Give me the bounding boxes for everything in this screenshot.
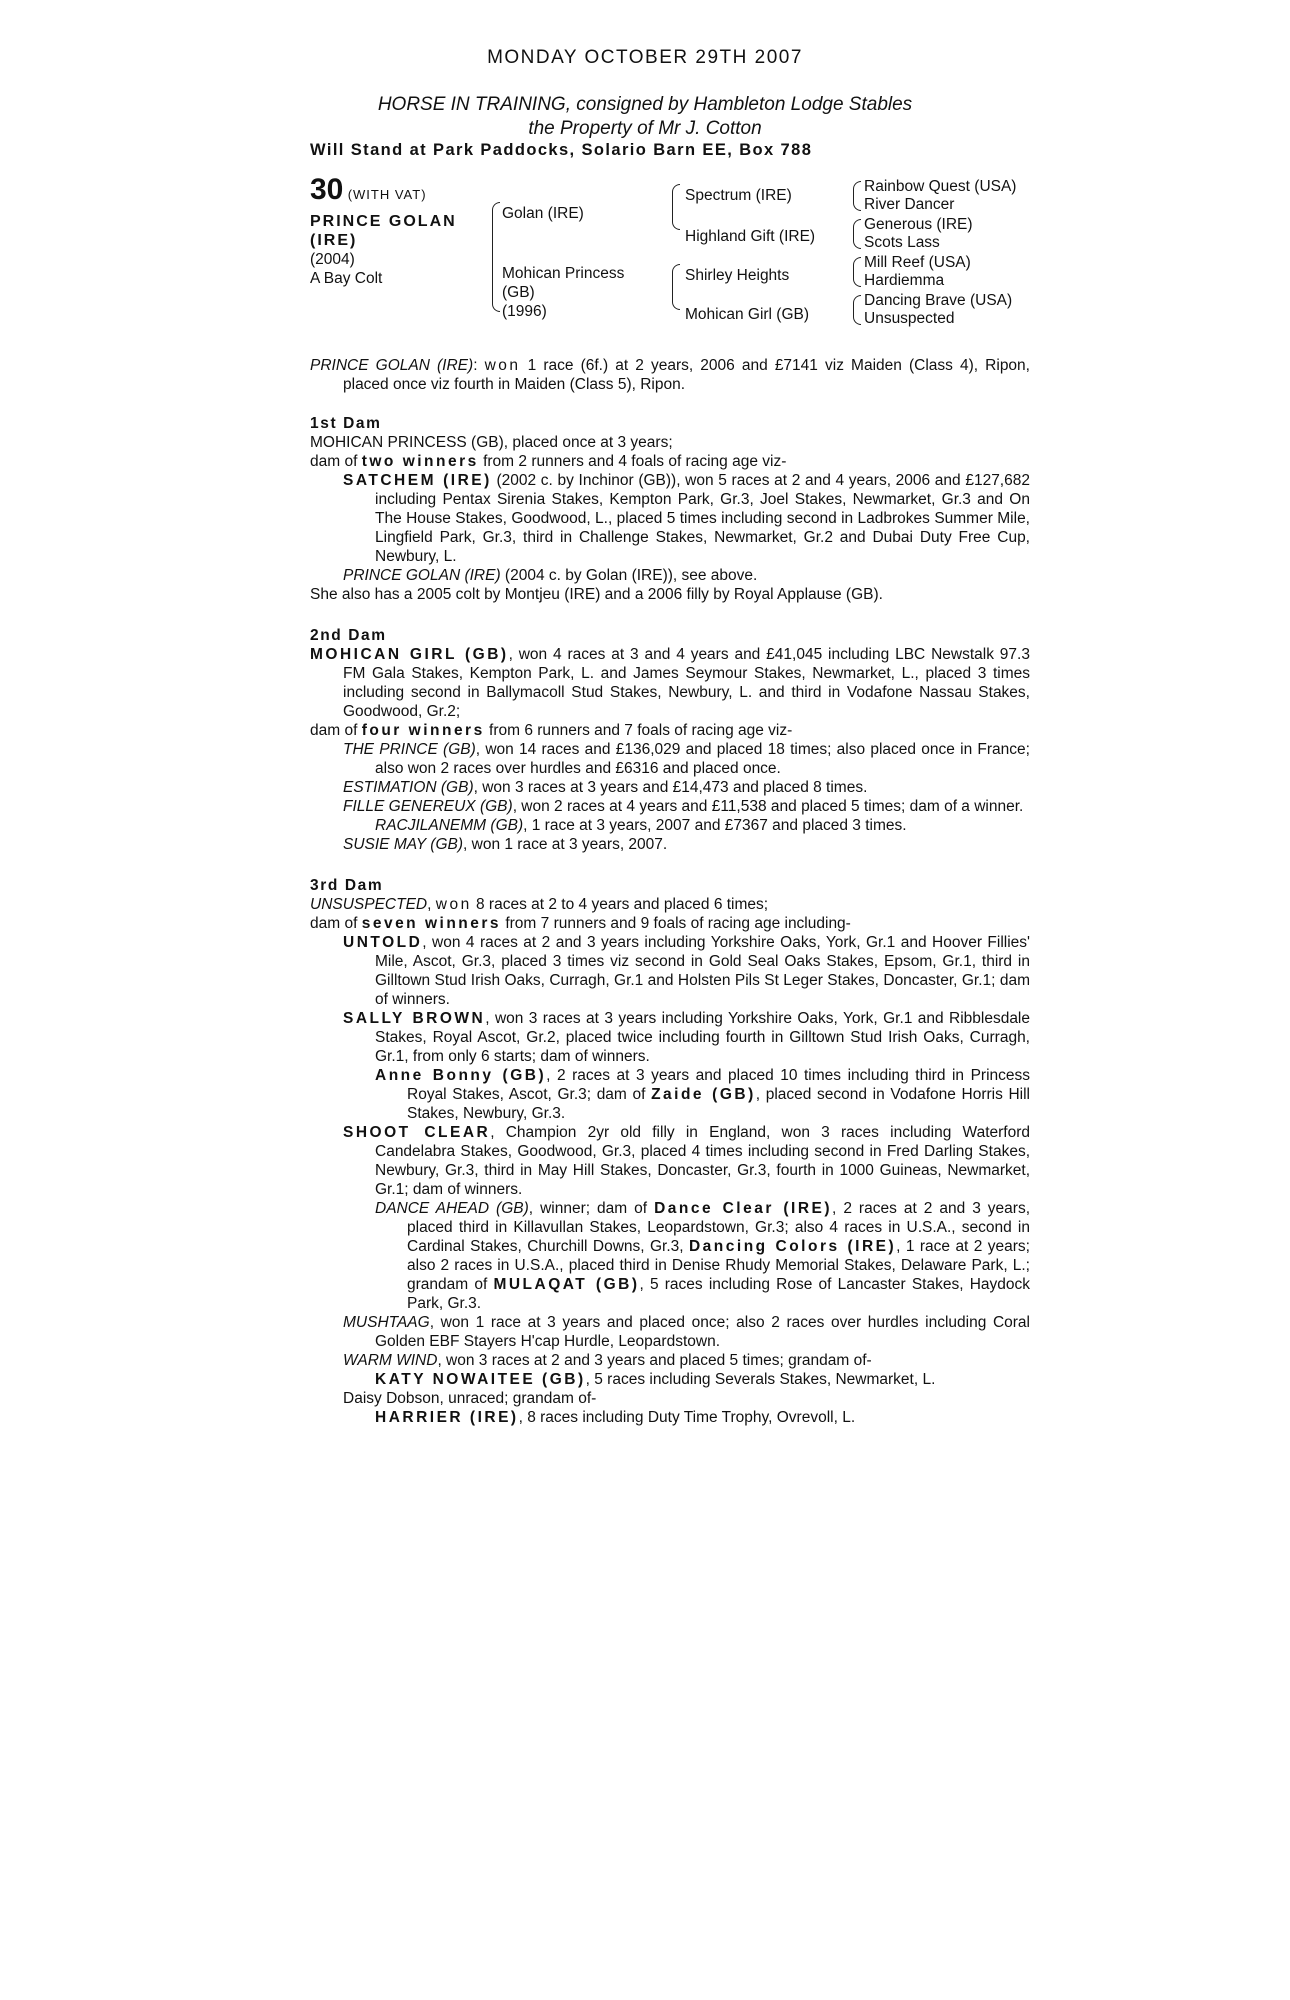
dam-brace	[672, 264, 680, 310]
horse-year: (2004)	[310, 251, 355, 268]
grandparent-3: Generous (IRE)	[864, 216, 973, 233]
progeny-harrier: HARRIER (IRE), 8 races including Duty Time Trophy, Ovrevoll, L.	[375, 1409, 856, 1426]
sire-sire: Spectrum (IRE)	[685, 187, 792, 204]
first-dam-progeny-line: dam of two winners from 2 runners and 4 foals of racing age viz-	[310, 453, 787, 470]
pedigree-table	[310, 173, 1030, 348]
progeny-sally-brown: SALLY BROWN, won 3 races at 3 years including Yorkshire Oaks, York, Gr.1 and Ribblesdale Stakes, Royal Ascot, Gr.2, placed twice including fourth in Gilltown Stud Irish Oaks, Curragh, Gr.1, from only 6 starts; dam of winners.	[343, 1010, 1030, 1065]
dam-line2: (GB)	[502, 284, 535, 301]
progeny-dance-ahead: DANCE AHEAD (GB), winner; dam of Dance Clear (IRE), 2 races at 2 and 3 years, placed third in Killavullan Stakes, Leopardstown, Gr.3; also 4 races in U.S.A., second in Cardinal Stakes, Churchill Downs, Gr.3, Dancing Colors (IRE), 1 race at 2 years; also 2 races in U.S.A., placed third in Denise Rhudy Memorial Stakes, Delaware Park, L.; grandam of MULAQAT (GB), 5 races including Rose of Lancaster Stakes, Haydock Park, Gr.3.	[375, 1200, 1031, 1312]
sale-date: MONDAY OCTOBER 29TH 2007	[487, 47, 803, 68]
dam-dam: Mohican Girl (GB)	[685, 306, 810, 323]
progeny-warm-wind: WARM WIND, won 3 races at 2 and 3 years and placed 5 times; grandam of-	[343, 1352, 872, 1369]
g-brace-1	[853, 181, 861, 211]
progeny-fille-genereux: FILLE GENEREUX (GB), won 2 races at 4 years and £11,538 and placed 5 times; dam of a winner.	[343, 798, 1024, 815]
horse-name: PRINCE GOLAN	[310, 213, 457, 230]
property-line: the Property of Mr J. Cotton	[528, 118, 762, 139]
first-dam-also: She also has a 2005 colt by Montjeu (IRE) and a 2006 filly by Royal Applause (GB).	[310, 586, 883, 603]
horse-description: A Bay Colt	[310, 270, 383, 287]
second-dam-heading: 2nd Dam	[310, 627, 387, 644]
vat-note: (WITH VAT)	[347, 187, 427, 202]
consignor-line: HORSE IN TRAINING, consigned by Hambleton Lodge Stables	[377, 94, 913, 115]
grandparent-8: Unsuspected	[864, 310, 955, 327]
progeny-mushtaag: MUSHTAAG, won 1 race at 3 years and placed once; also 2 races over hurdles including Coral Golden EBF Stayers H'cap Hurdle, Leopardstown.	[343, 1314, 1030, 1350]
lot-number: 30	[310, 173, 344, 206]
progeny-satchem: SATCHEM (IRE) (2002 c. by Inchinor (GB)), won 5 races at 2 and 4 years, 2006 and £127,682 including Pentax Sirenia Stakes, Kempton Park, Gr.3, Joel Stakes, Newmarket, Gr.3 and On The House Stakes, Goodwood, L., placed 5 times including second in Ladbrokes Summer Mile, Lingfield Park, Gr.3, third in Challenge Stakes, Newmarket, Gr.2 and Dubai Duty Free Cup, Newbury, L.	[343, 472, 1030, 565]
progeny-untold: UNTOLD, won 4 races at 2 and 3 years including Yorkshire Oaks, York, Gr.1 and Hoover Fillies' Mile, Ascot, Gr.3, placed 3 times viz second in Gold Seal Oaks Stakes, Epsom, Gr.1, third in Gilltown Stud Irish Oaks, Curragh, Gr.1 and Holsten Pils St Leger Stakes, Doncaster, Gr.1; dam of winners.	[343, 934, 1030, 1008]
progeny-shoot-clear: SHOOT CLEAR, Champion 2yr old filly in England, won 3 races including Waterford Candelabra Stakes, Goodwood, Gr.3, placed 4 times including second in Fred Darling Stakes, Newbury, Gr.3, third in May Hill Stakes, Doncaster, Gr.3, fourth in 1000 Guineas, Newmarket, Gr.1; dam of winners.	[343, 1124, 1030, 1198]
second-dam-progeny-line: dam of four winners from 6 runners and 7 foals of racing age viz-	[310, 722, 793, 739]
second-dam-line: MOHICAN GIRL (GB), won 4 races at 3 and 4 years and £41,045 including LBC Newstalk 97.3 FM Gala Stakes, Kempton Park, L. and James Seymour Stakes, Newmarket, L., placed 3 times including second in Ballymacoll Stud Stakes, Newbury, L. and third in Vodafone Nassau Stakes, Goodwood, Gr.2;	[310, 646, 1030, 720]
progeny-anne-bonny: Anne Bonny (GB), 2 races at 3 years and placed 10 times including third in Princess Royal Stakes, Ascot, Gr.3; dam of Zaide (GB), placed second in Vodafone Horris Hill Stakes, Newbury, Gr.3.	[375, 1067, 1031, 1122]
progeny-the-prince: THE PRINCE (GB), won 14 races and £136,029 and placed 18 times; also placed once in France; also won 2 races over hurdles and £6316 and placed once.	[343, 741, 1030, 777]
grandparent-6: Hardiemma	[864, 272, 945, 289]
first-dam-heading: 1st Dam	[310, 415, 382, 432]
grandparent-2: River Dancer	[864, 196, 955, 213]
sire-dam-brace	[492, 202, 500, 312]
progeny-daisy-dobson: Daisy Dobson, unraced; grandam of-	[343, 1390, 597, 1407]
dam-line3: (1996)	[502, 303, 547, 320]
first-dam-line: MOHICAN PRINCESS (GB), placed once at 3 years;	[310, 434, 673, 451]
third-dam-heading: 3rd Dam	[310, 877, 384, 894]
lot-block	[310, 173, 457, 288]
grandparent-1: Rainbow Quest (USA)	[864, 178, 1017, 195]
catalogue-page	[310, 0, 1030, 1427]
g-brace-2	[853, 219, 861, 249]
race-summary: PRINCE GOLAN (IRE): won 1 race (6f.) at 2 years, 2006 and £7141 viz Maiden (Class 4), Ripon, placed once viz fourth in Maiden (Class 5), Ripon.	[310, 357, 1030, 393]
progeny-susie-may: SUSIE MAY (GB), won 1 race at 3 years, 2007.	[343, 836, 668, 853]
g-brace-4	[853, 295, 861, 325]
grandparent-7: Dancing Brave (USA)	[864, 292, 1013, 309]
progeny-prince-golan: PRINCE GOLAN (IRE) (2004 c. by Golan (IRE)), see above.	[343, 567, 758, 584]
sire: Golan (IRE)	[502, 205, 584, 222]
sire-dam: Highland Gift (IRE)	[685, 228, 816, 245]
horse-country: (IRE)	[310, 232, 358, 249]
progeny-estimation: ESTIMATION (GB), won 3 races at 3 years and £14,473 and placed 8 times.	[343, 779, 868, 796]
g-brace-3	[853, 257, 861, 287]
progeny-racjilanemm: RACJILANEMM (GB), 1 race at 3 years, 2007 and £7367 and placed 3 times.	[375, 817, 907, 834]
dam-sire: Shirley Heights	[685, 267, 790, 284]
third-dam-progeny-line: dam of seven winners from 7 runners and 9 foals of racing age including-	[310, 915, 851, 932]
third-dam-line: UNSUSPECTED, won 8 races at 2 to 4 years and placed 6 times;	[310, 896, 769, 913]
dam-line1: Mohican Princess	[502, 265, 625, 282]
sire-brace	[672, 184, 680, 230]
grandparent-4: Scots Lass	[864, 234, 940, 251]
stabling-line: Will Stand at Park Paddocks, Solario Barn EE, Box 788	[310, 141, 813, 159]
progeny-katy-nowaitee: KATY NOWAITEE (GB), 5 races including Severals Stakes, Newmarket, L.	[375, 1371, 936, 1388]
grandparent-5: Mill Reef (USA)	[864, 254, 971, 271]
